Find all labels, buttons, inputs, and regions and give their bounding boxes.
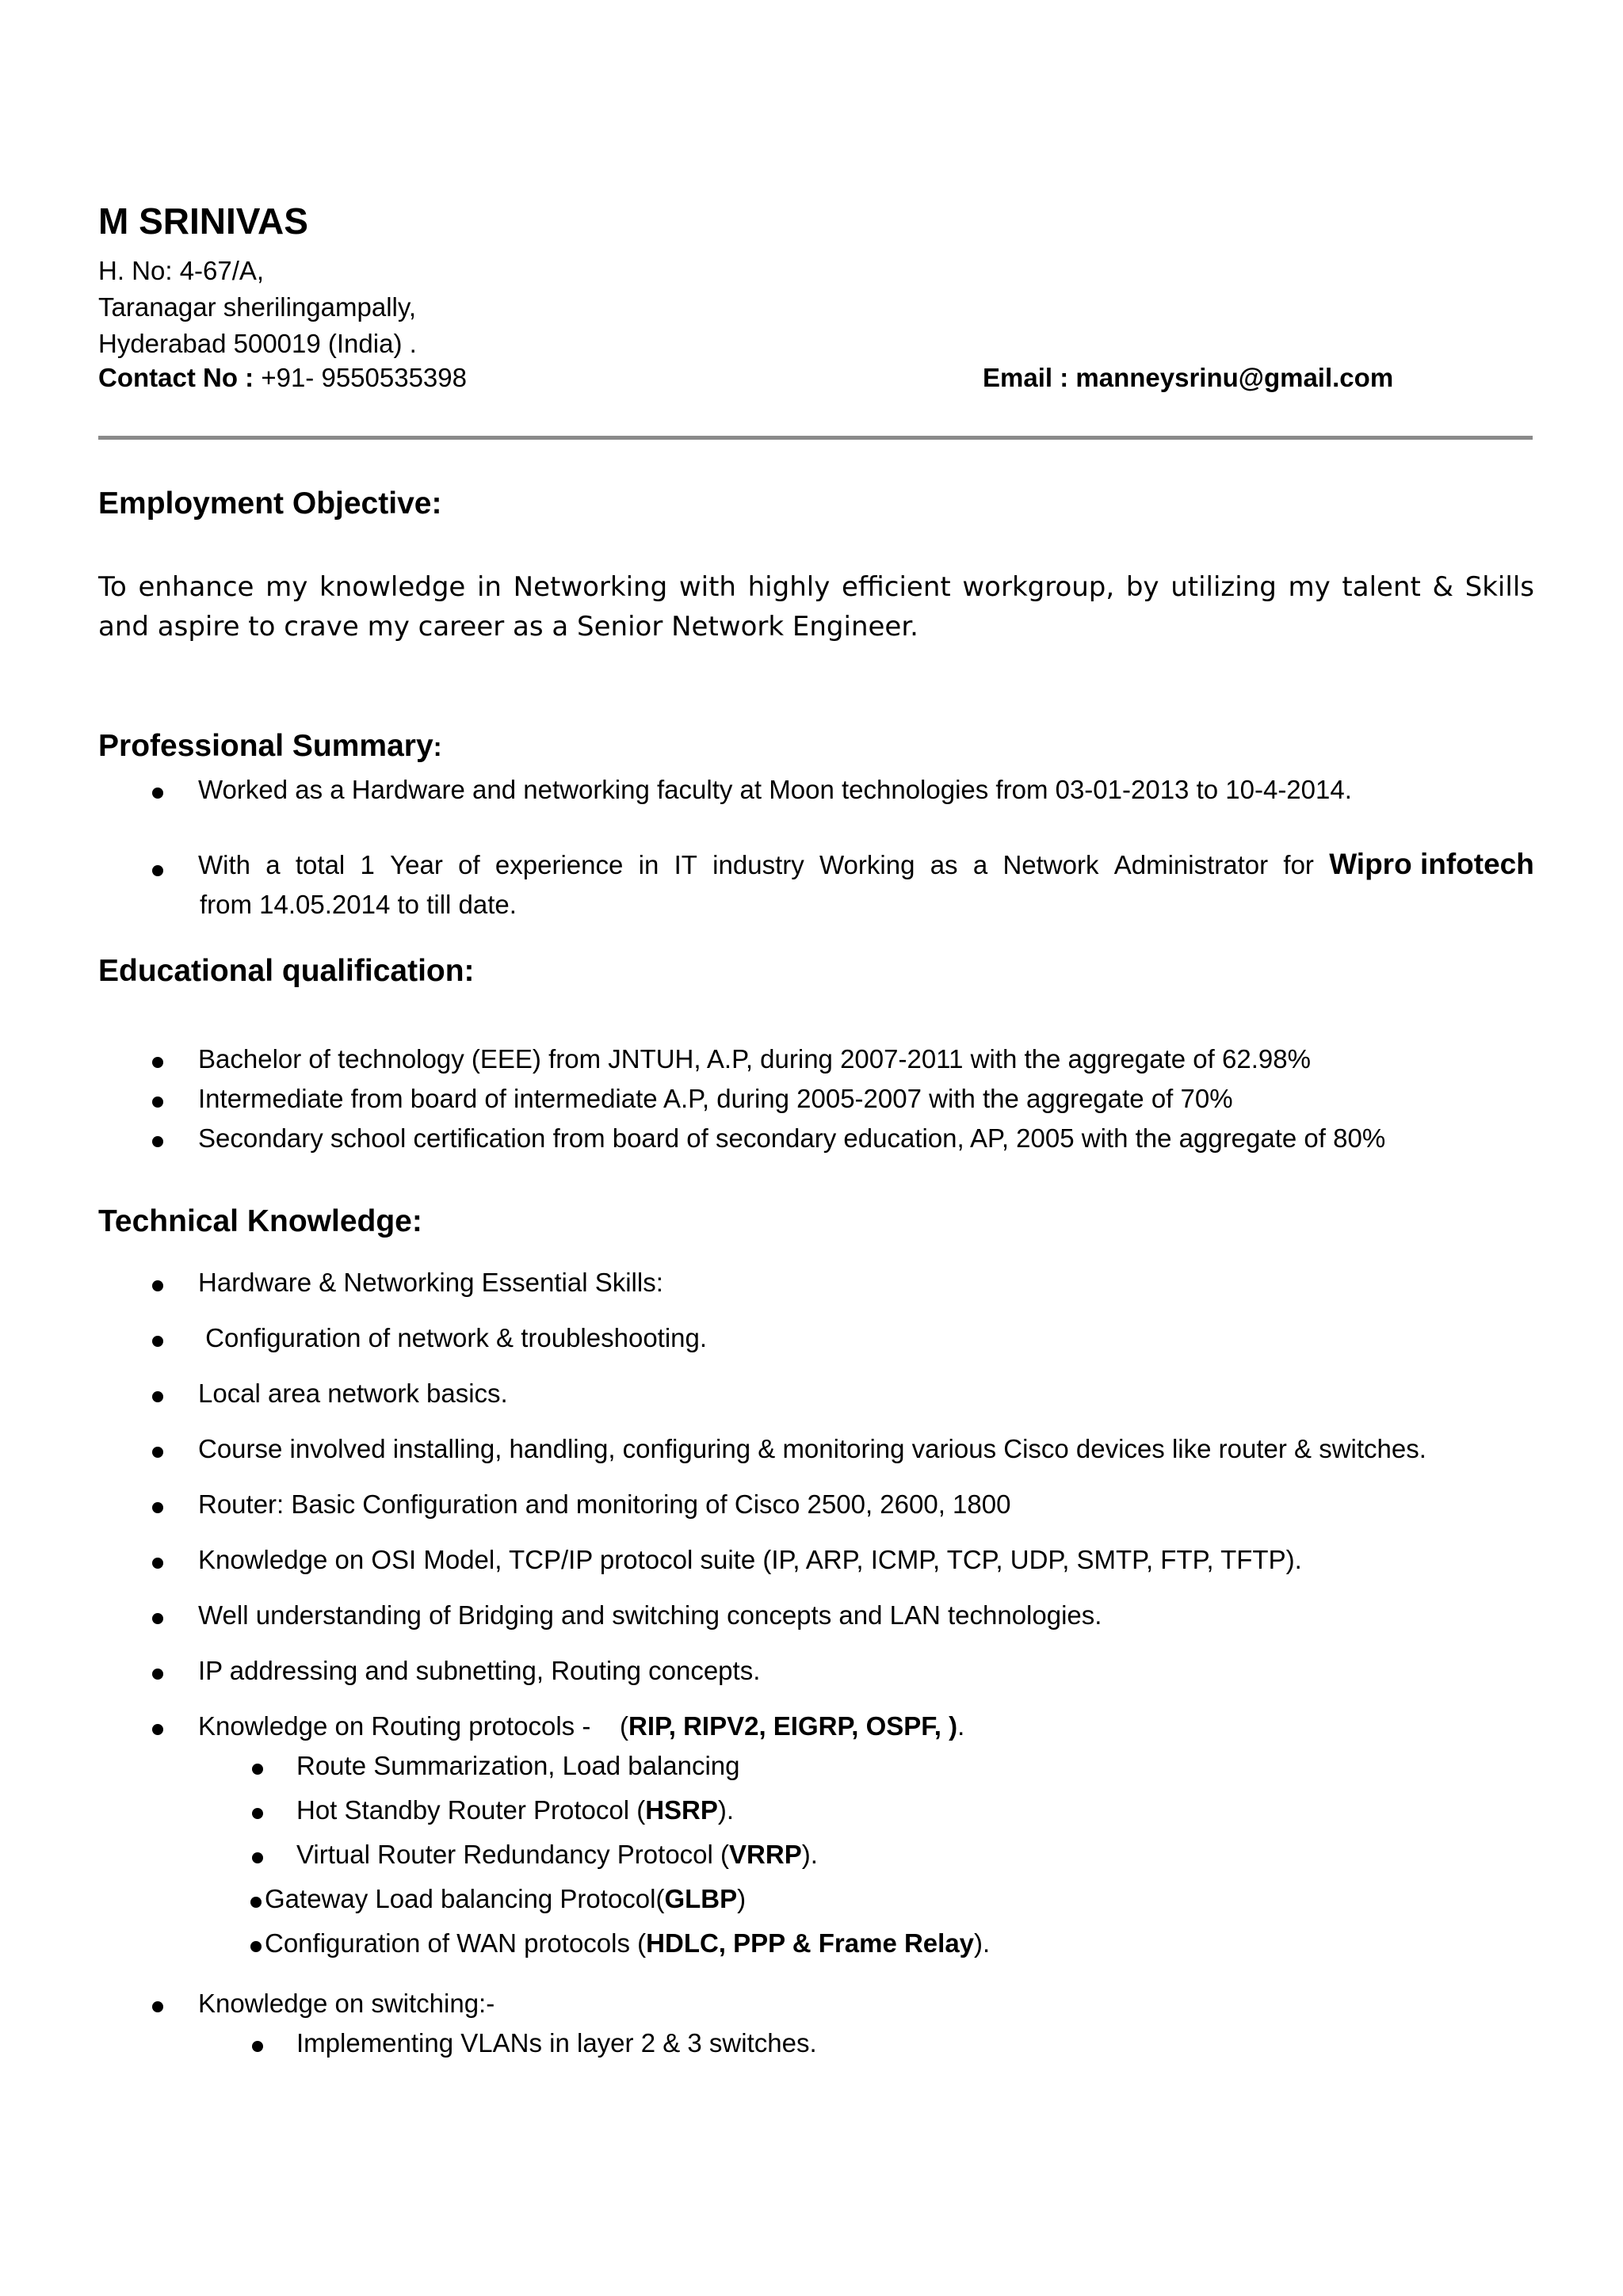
sub3-suffix: ). [801, 1840, 818, 1869]
address-line-1: H. No: 4-67/A, [98, 256, 265, 285]
summary-heading-text: Professional Summary [98, 729, 433, 763]
contact-label: Contact No : [98, 363, 254, 392]
summary-item-2-line-1 [198, 845, 1534, 885]
summary-item-2 [198, 845, 1534, 925]
switching-item: Knowledge on switching:- [198, 1989, 495, 2018]
technical-item: Local area network basics. [198, 1379, 508, 1408]
education-heading: Educational qualification: [98, 954, 475, 988]
objective-heading: Employment Objective: [98, 486, 442, 521]
word: With [198, 850, 250, 879]
word: Working [819, 850, 915, 879]
email [983, 363, 1393, 393]
routing-protocols-item [198, 1711, 964, 1741]
word: in [638, 850, 659, 879]
education-item: Bachelor of technology (EEE) from JNTUH, A.P, during 2007-2011 with the aggregate of 62.98% [198, 1044, 1311, 1074]
word: Network [1002, 850, 1099, 879]
email-value[interactable]: manneysrinu@gmail.com [1068, 363, 1394, 392]
word: 1 [360, 850, 375, 879]
sub2-suffix: ). [717, 1795, 735, 1825]
sub5-prefix: Configuration of WAN protocols ( [265, 1928, 647, 1958]
contact-value: +91- 9550535398 [254, 363, 467, 392]
word: as [930, 850, 958, 879]
routing-protocol-list: RIP, RIPV2, EIGRP, OSPF, ) [628, 1711, 958, 1741]
candidate-name: M SRINIVAS [98, 200, 308, 242]
address-line-2: Taranagar sherilingampally, [98, 292, 417, 322]
sub5-suffix: ). [974, 1928, 991, 1958]
email-label: Email : [983, 363, 1069, 392]
word: total [295, 850, 346, 879]
address-line-3: Hyderabad 500019 (India) . [98, 329, 417, 358]
technical-item: Hardware & Networking Essential Skills: [198, 1268, 663, 1297]
sub4-suffix: ) [737, 1884, 747, 1913]
word: for [1283, 850, 1314, 879]
routing-subitem [265, 1928, 990, 1958]
summary-item-1: Worked as a Hardware and networking faculty at Moon technologies from 03-01-2013 to 10-4-2014. [198, 775, 1352, 804]
summary-heading [98, 729, 442, 764]
education-item: Secondary school certification from board of secondary education, AP, 2005 with the aggregate of 80% [198, 1123, 1386, 1153]
switching-subitem: Implementing VLANs in layer 2 & 3 switches. [296, 2028, 817, 2058]
summary-item-2-line-2: from 14.05.2014 to till date. [200, 890, 517, 919]
header-divider [98, 436, 1533, 440]
routing-prefix: Knowledge on Routing protocols - ( [198, 1711, 628, 1741]
word: Administrator [1113, 850, 1269, 879]
routing-subitem: Route Summarization, Load balancing [296, 1751, 740, 1780]
routing-suffix: . [957, 1711, 965, 1741]
sub2-prefix: Hot Standby Router Protocol ( [296, 1795, 646, 1825]
technical-item: Router: Basic Configuration and monitoring of Cisco 2500, 2600, 1800 [198, 1489, 1011, 1519]
word: a [265, 850, 281, 879]
objective-text: To enhance my knowledge in Networking with highly efficient workgroup, by utilizing my talent & Skills and aspire to crave my career as a Senior Network Engineer. [98, 571, 1534, 643]
word: IT [674, 850, 697, 879]
sub4-bold: GLBP [664, 1884, 738, 1913]
sub5-bold: HDLC, PPP & Frame Relay [646, 1928, 975, 1958]
employer-name: Wipro infotech [1329, 848, 1534, 880]
routing-subitem [265, 1884, 746, 1914]
sub4-prefix: Gateway Load balancing Protocol( [265, 1884, 665, 1913]
word: of [458, 850, 480, 879]
sub3-prefix: Virtual Router Redundancy Protocol ( [296, 1840, 730, 1869]
technical-item: Configuration of network & troubleshooting. [198, 1323, 708, 1352]
education-item: Intermediate from board of intermediate A.P, during 2005-2007 with the aggregate of 70% [198, 1084, 1233, 1113]
technical-item: Knowledge on OSI Model, TCP/IP protocol suite (IP, ARP, ICMP, TCP, UDP, SMTP, FTP, TFTP). [198, 1545, 1302, 1574]
summary-heading-colon: : [433, 732, 442, 761]
routing-subitem [296, 1795, 734, 1825]
sub3-bold: VRRP [729, 1840, 802, 1869]
word: a [972, 850, 988, 879]
word: industry [712, 850, 804, 879]
contact-number [98, 363, 467, 393]
technical-item: Course involved installing, handling, configuring & monitoring various Cisco devices like router & switches. [198, 1434, 1426, 1463]
word: experience [495, 850, 624, 879]
word: Year [390, 850, 443, 879]
sub2-bold: HSRP [645, 1795, 718, 1825]
technical-heading: Technical Knowledge: [98, 1204, 422, 1238]
technical-item: IP addressing and subnetting, Routing concepts. [198, 1656, 761, 1685]
technical-item: Well understanding of Bridging and switching concepts and LAN technologies. [198, 1600, 1102, 1630]
routing-subitem [296, 1840, 818, 1870]
